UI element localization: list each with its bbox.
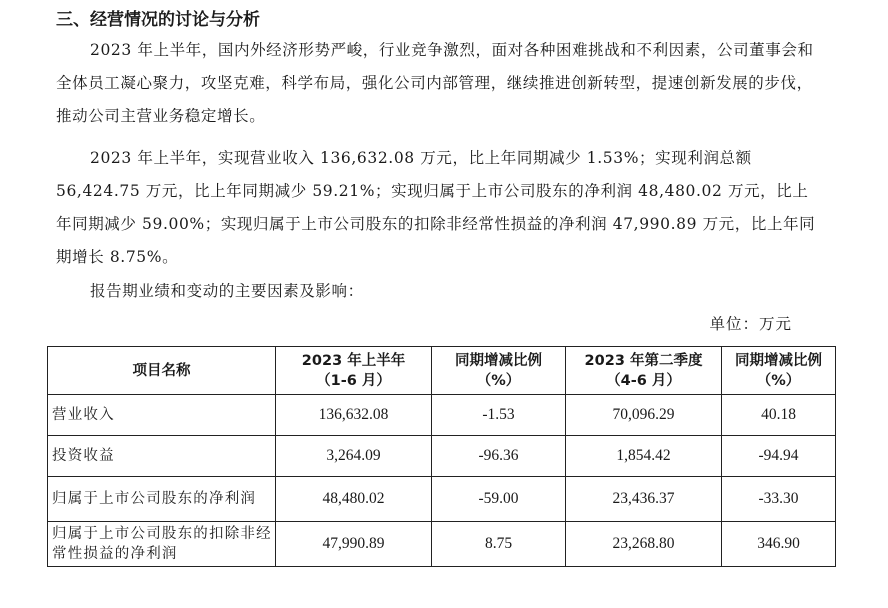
header-item-name: 项目名称: [48, 347, 276, 395]
row-yoy2-value: 40.18: [722, 395, 836, 436]
row-q2-value: 23,436.37: [566, 477, 722, 522]
row-h1-value: 3,264.09: [276, 436, 432, 477]
results-table: [47, 346, 836, 567]
row-yoy2-value: -33.30: [722, 477, 836, 522]
paragraph-overview: 2023 年上半年，国内外经济形势严峻，行业竞争激烈，面对各种困难挑战和不利因素，公司董事会和全体员工凝心聚力，攻坚克难，科学布局，强化公司内部管理，继续推进创新转型，提速创新发展的步伐，推动公司主营业务稳定增长。: [56, 41, 814, 125]
row-yoy1-value: 8.75: [432, 522, 566, 567]
row-item-name: 归属于上市公司股东的净利润: [48, 477, 276, 522]
row-yoy2-value: 346.90: [722, 522, 836, 567]
row-h1-value: 48,480.02: [276, 477, 432, 522]
section-heading: 三、经营情况的讨论与分析: [56, 10, 260, 30]
row-item-name: 营业收入: [48, 395, 276, 436]
row-h1-value: 47,990.89: [276, 522, 432, 567]
row-yoy1-value: -1.53: [432, 395, 566, 436]
table-row: [48, 477, 836, 522]
row-h1-value: 136,632.08: [276, 395, 432, 436]
table-header-row: [48, 347, 836, 395]
header-yoy-h1: 同期增减比例 （%）: [432, 347, 566, 395]
unit-label: 单位：万元: [709, 315, 792, 333]
row-item-name: 归属于上市公司股东的扣除非经常性损益的净利润: [48, 522, 276, 567]
row-q2-value: 70,096.29: [566, 395, 722, 436]
paragraph-results: 2023 年上半年，实现营业收入 136,632.08 万元，比上年同期减少 1.53%；实现利润总额 56,424.75 万元，比上年同期减少 59.21%；实现归属于上市公司股东的净利润 48,480.02 万元，比上年同期减少 59.00%；实现归属于上市公司股东的扣除非经常性损益的净利润 47,990.89 万元，比上年同期增长 8.75%。: [56, 149, 816, 266]
table-row: [48, 395, 836, 436]
table-row: [48, 436, 836, 477]
header-h1-2023: 2023 年上半年 （1-6 月）: [276, 347, 432, 395]
table-row: [48, 522, 836, 567]
row-item-name: 投资收益: [48, 436, 276, 477]
header-q2-2023: 2023 年第二季度 （4-6 月）: [566, 347, 722, 395]
row-yoy1-value: -96.36: [432, 436, 566, 477]
row-yoy1-value: -59.00: [432, 477, 566, 522]
row-yoy2-value: -94.94: [722, 436, 836, 477]
header-yoy-q2: 同期增减比例 （%）: [722, 347, 836, 395]
row-q2-value: 23,268.80: [566, 522, 722, 567]
paragraph-factors-intro: 报告期业绩和变动的主要因素及影响：: [90, 282, 364, 300]
row-q2-value: 1,854.42: [566, 436, 722, 477]
